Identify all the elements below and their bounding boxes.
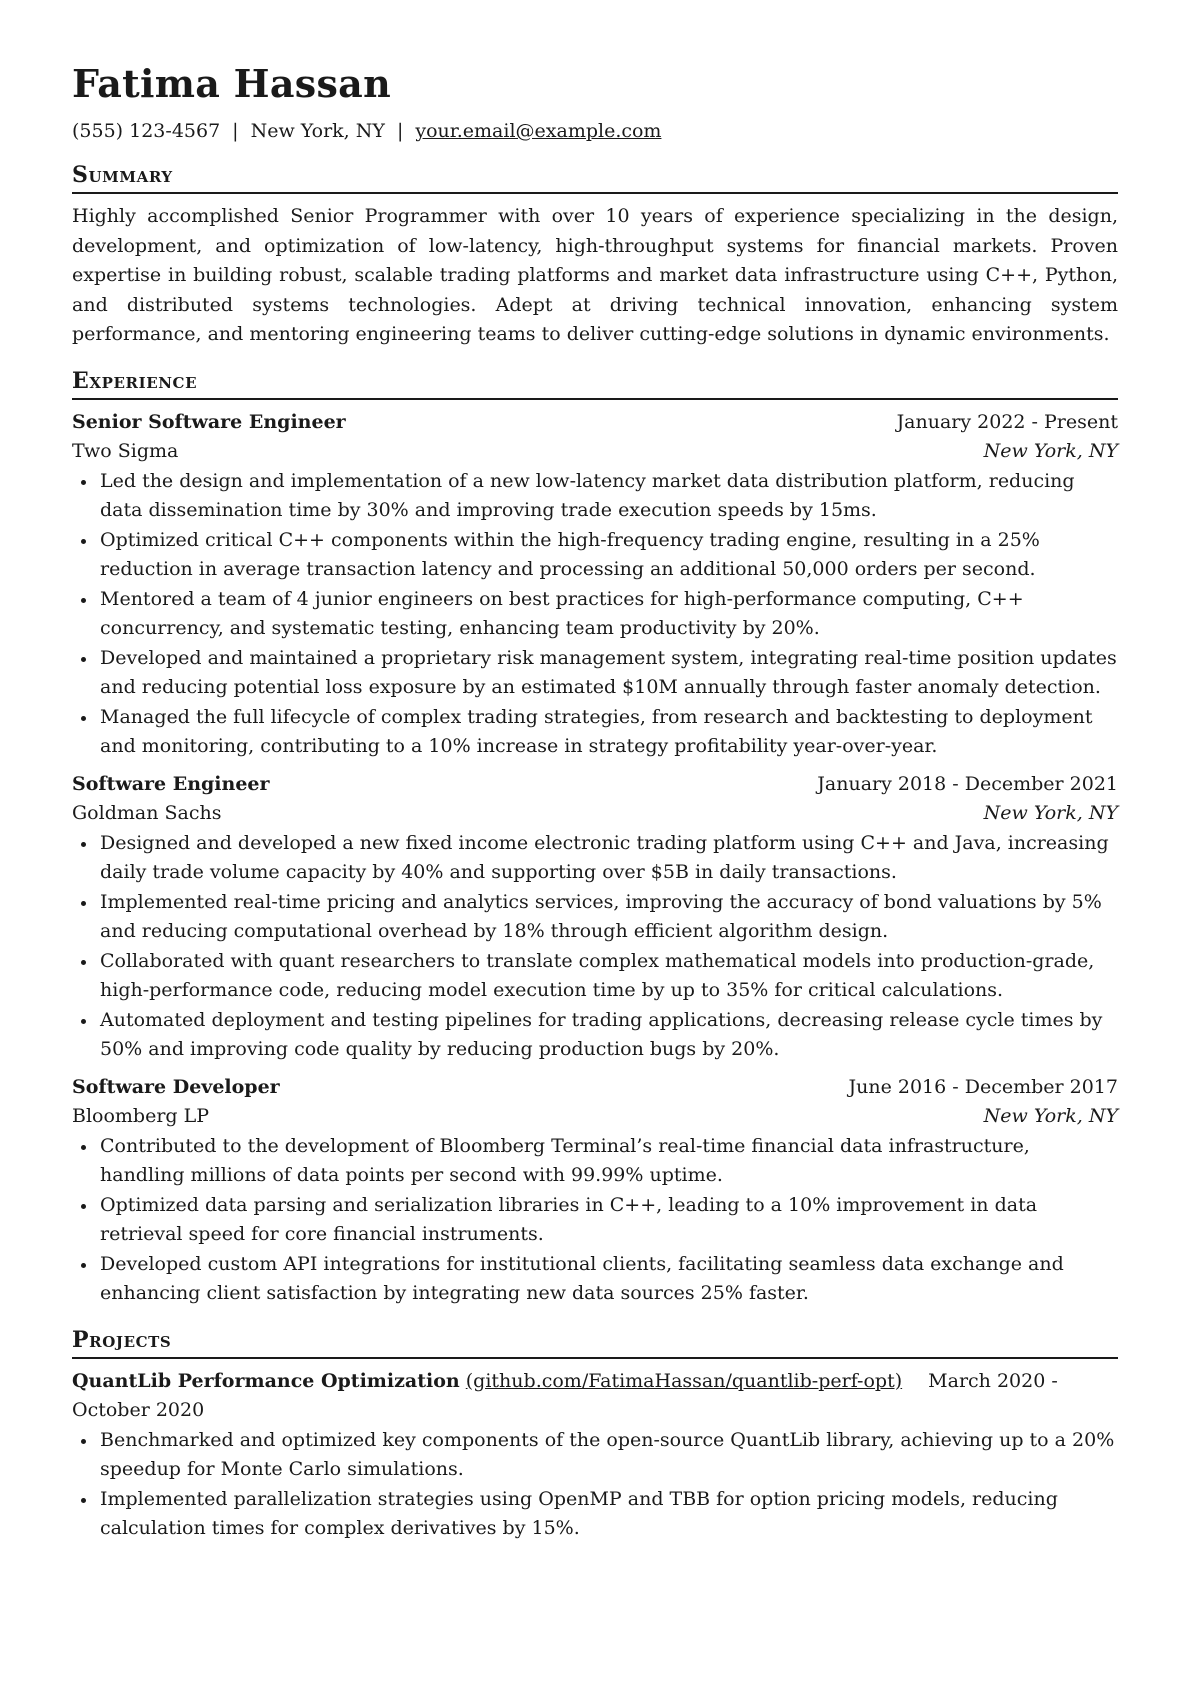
contact-line [72,118,1118,144]
job-dates: January 2018 - December 2021 [817,772,1118,795]
section-title-experience: Experience [72,366,1118,400]
project-link[interactable]: (github.com/FatimaHassan/quantlib-perf-opt) [465,1369,903,1392]
bullet-item: Implemented parallelization strategies using OpenMP and TBB for option pricing models, reducing calculation times for complex derivatives by 15%. [72,1485,1118,1544]
location: New York, NY [250,120,385,142]
bullet-item: Contributed to the development of Bloomberg Terminal’s real-time financial data infrastructure, handling millions of data points per second with 99.99% uptime. [72,1132,1118,1191]
summary-text: Highly accomplished Senior Programmer with over 10 years of experience specializing in the design, development, and optimization of low-latency, high-throughput systems for financial markets. Proven expertise in building robust, scalable trading platforms and market data infrastructure using C++, Python, and distributed systems technologies. Adept at driving technical innovation, enhancing system performance, and mentoring engineering teams to deliver cutting-edge solutions in dynamic environments. [72,205,1118,345]
job-title: Software Developer [72,1075,280,1098]
bullet-item: Led the design and implementation of a new low-latency market data distribution platform, reducing data dissemination time by 30% and improving trade execution speeds by 15ms. [72,467,1118,526]
job-entry [72,1073,1118,1309]
company-name: Bloomberg LP [72,1105,210,1127]
section-title-projects: Projects [72,1325,1118,1359]
bullet-item: Implemented real-time pricing and analytics services, improving the accuracy of bond valuations by 5% and reducing computational overhead by 18% through efficient algorithm design. [72,888,1118,947]
phone: (555) 123-4567 [72,120,221,142]
job-location: New York, NY [983,802,1118,824]
job-entry [72,770,1118,1065]
job-location: New York, NY [983,440,1118,462]
bullet-item: Mentored a team of 4 junior engineers on best practices for high-performance computing, C++ concurrency, and systematic testing, enhancing team productivity by 20%. [72,585,1118,644]
company-name: Two Sigma [72,440,179,462]
bullet-item: Designed and developed a new fixed income electronic trading platform using C++ and Java, increasing daily trade volume capacity by 40% and supporting over $5B in daily transactions. [72,829,1118,888]
job-bullets [72,467,1118,762]
bullet-item: Developed and maintained a proprietary risk management system, integrating real-time position updates and reducing potential loss exposure by an estimated $10M annually through faster anomaly detection. [72,644,1118,703]
bullet-item: Optimized data parsing and serialization libraries in C++, leading to a 10% improvement in data retrieval speed for core financial instruments. [72,1191,1118,1250]
bullet-item: Developed custom API integrations for institutional clients, facilitating seamless data exchange and enhancing client satisfaction by integrating new data sources 25% faster. [72,1250,1118,1309]
job-location: New York, NY [983,1105,1118,1127]
bullet-item: Managed the full lifecycle of complex trading strategies, from research and backtesting to deployment and monitoring, contributing to a 10% increase in strategy profitability year-over-year. [72,703,1118,762]
candidate-name: Fatima Hassan [72,61,392,106]
email-link[interactable]: your.email@example.com [415,120,662,142]
separator: | [232,120,239,142]
job-title: Senior Software Engineer [72,410,346,433]
project-name: QuantLib Performance Optimization [72,1369,460,1392]
job-entry [72,408,1118,762]
company-name: Goldman Sachs [72,802,222,824]
bullet-item: Optimized critical C++ components within the high-frequency trading engine, resulting in a 25% reduction in average transaction latency and processing an additional 50,000 orders per second. [72,526,1118,585]
job-bullets [72,1132,1118,1309]
separator: | [396,120,404,142]
job-bullets [72,829,1118,1065]
job-title: Software Engineer [72,772,270,795]
project-entry [72,1367,1118,1544]
job-dates: January 2022 - Present [896,410,1118,433]
job-dates: June 2016 - December 2017 [848,1075,1118,1098]
bullet-item: Collaborated with quant researchers to translate complex mathematical models into production-grade, high-performance code, reducing model execution time by up to 35% for critical calculations. [72,947,1118,1006]
section-title-summary: Summary [72,160,1118,194]
project-bullets [72,1426,1118,1544]
bullet-item: Automated deployment and testing pipelines for trading applications, decreasing release cycle times by 50% and improving code quality by reducing production bugs by 20%. [72,1006,1118,1065]
bullet-item: Benchmarked and optimized key components of the open-source QuantLib library, achieving up to a 20% speedup for Monte Carlo simulations. [72,1426,1118,1485]
project-header [72,1367,1118,1426]
project-dates: March 2020 - October 2020 [72,1369,1058,1421]
